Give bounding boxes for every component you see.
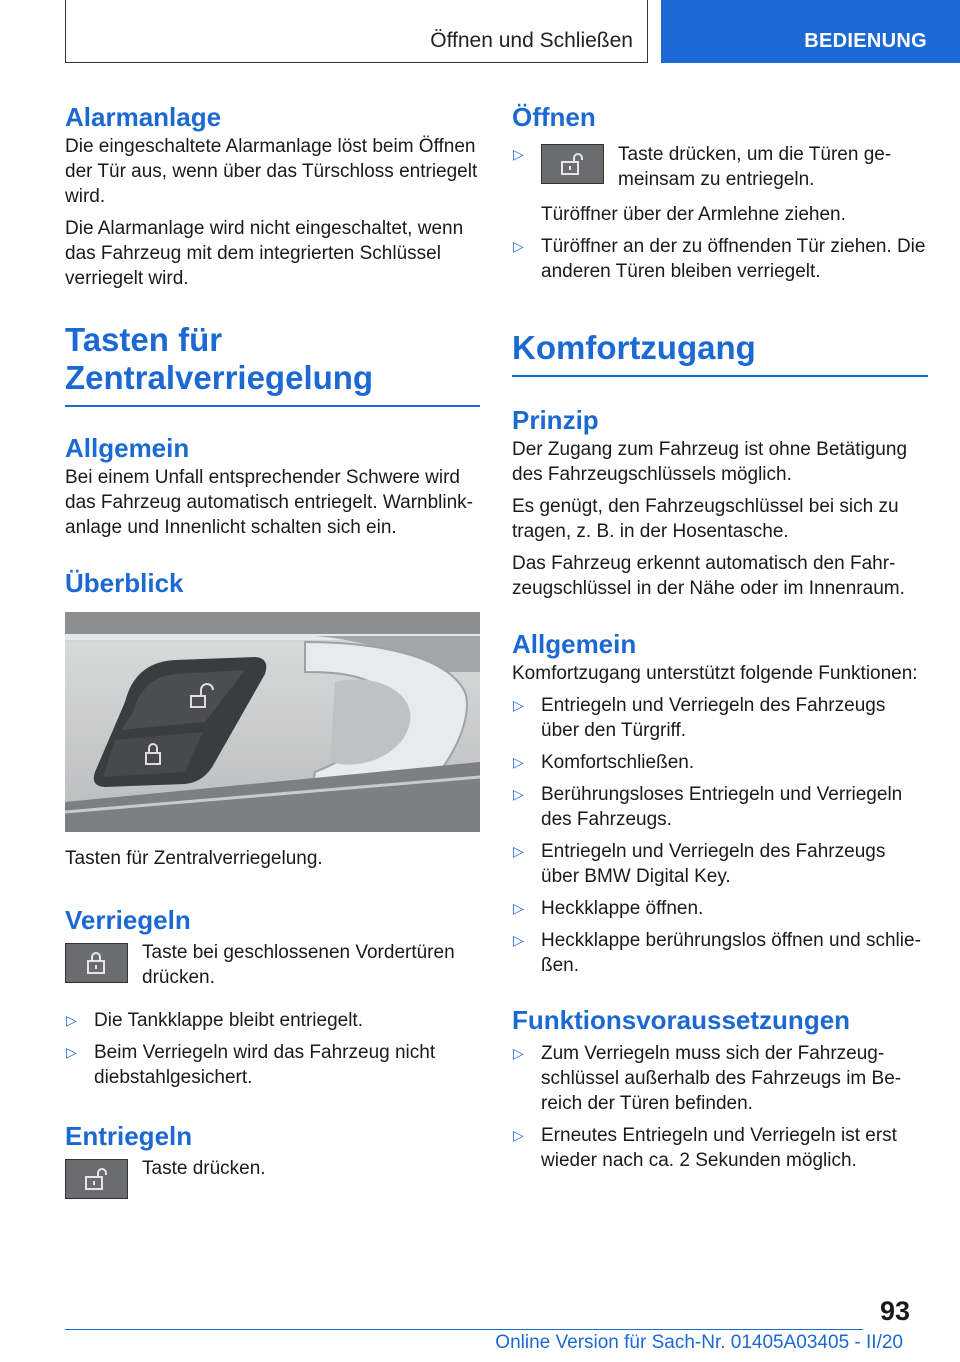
section-title: Öffnen und Schließen [430, 29, 633, 52]
komfort-functions-list [512, 693, 928, 978]
heading-entriegeln: Entriegeln [65, 1121, 193, 1151]
door-panel-illustration [65, 612, 480, 832]
list-item: ▷ Die Tankklappe bleibt entriegelt. [66, 1010, 363, 1031]
verriegeln-text: Taste bei geschlossenen Vordertüren drücken. [142, 942, 455, 988]
right-column [512, 100, 928, 1180]
heading-funktionsvoraussetzungen: Funktionsvoraussetzungen [512, 1005, 851, 1035]
heading-prinzip: Prinzip [512, 405, 599, 435]
door-panel-photo [65, 612, 480, 832]
triangle-bullet-icon: ▷ [513, 932, 524, 948]
triangle-bullet-icon: ▷ [513, 754, 524, 770]
funktion-list [512, 1041, 928, 1173]
list-item: ▷ Heckklappe öffnen. [513, 898, 704, 919]
heading-tasten-zentralverriegelung [65, 321, 480, 407]
heading-ueberblick: Überblick [65, 568, 184, 598]
heading-allgemein-right: Allgemein [512, 629, 637, 659]
running-header-chapter [661, 0, 960, 63]
triangle-bullet-icon: ▷ [513, 146, 524, 162]
allgemein-paragraph: Bei einem Unfall entsprechender Schwere wird das Fahrzeug automatisch entriegelt. Warnblinkanlage und Innenlicht schalten sich ein. [65, 467, 473, 538]
triangle-bullet-icon: ▷ [66, 1012, 77, 1028]
heading-verriegeln: Verriegeln [65, 905, 191, 935]
prinzip-paragraph-3: Das Fahrzeug erkennt automatisch den Fahrzeugschlüssel in der Nähe oder im Innenraum. [512, 553, 905, 599]
chapter-title: BEDIENUNG [804, 30, 927, 52]
verriegeln-row [65, 943, 480, 990]
alarm-paragraph-1: Die eingeschaltete Alarmanlage löst beim Öffnen der Tür aus, wenn über das Türschloss entriegelt wird. [65, 136, 478, 207]
entriegeln-row [65, 1159, 480, 1199]
oeffnen-item-text: Taste drücken, um die Türen gemeinsam zu entriegeln. [618, 144, 892, 190]
triangle-bullet-icon: ▷ [513, 238, 524, 254]
footer-divider [65, 1329, 863, 1330]
list-item: ▷ Erneutes Entriegeln und Verriegeln ist erst wieder nach ca. 2 Sekunden möglich. [513, 1125, 897, 1171]
heading-allgemein: Allgemein [65, 433, 190, 463]
list-item [512, 142, 928, 227]
running-header-section [65, 0, 648, 63]
triangle-bullet-icon: ▷ [513, 1127, 524, 1143]
unlock-button-icon [541, 144, 604, 184]
list-item: ▷ Entriegeln und Verriegeln des Fahrzeugs über BMW Digital Key. [513, 841, 886, 887]
page-number: 93 [880, 1296, 911, 1326]
triangle-bullet-icon: ▷ [513, 843, 524, 859]
heading-line-1: Tasten für [65, 321, 223, 358]
heading-komfortzugang: Komfortzugang [512, 329, 928, 377]
heading-oeffnen: Öffnen [512, 102, 596, 132]
triangle-bullet-icon: ▷ [513, 786, 524, 802]
allgemein-right-paragraph: Komfortzugang unterstützt folgende Funktionen: [512, 663, 918, 684]
triangle-bullet-icon: ▷ [513, 900, 524, 916]
unlock-button-icon [65, 1159, 128, 1199]
entriegeln-text: Taste drücken. [142, 1158, 266, 1179]
list-item: ▷ Heckklappe berührungslos öffnen und schließen. [513, 930, 921, 976]
list-item: ▷ Berührungsloses Entriegeln und Verriegeln des Fahrzeugs. [513, 784, 903, 830]
oeffnen-list [512, 142, 928, 284]
alarm-paragraph-2: Die Alarmanlage wird nicht eingeschaltet, wenn das Fahrzeug mit dem integrierten Schlüssel verriegelt wird. [65, 218, 464, 289]
online-version-text: Online Version für Sach-Nr. 01405A03405 - II/20 [495, 1332, 903, 1353]
prinzip-paragraph-1: Der Zugang zum Fahrzeug ist ohne Betätigung des Fahrzeugschlüssels möglich. [512, 439, 908, 485]
list-item: ▷ Beim Verriegeln wird das Fahrzeug nicht diebstahlgesichert. [66, 1042, 436, 1088]
list-item: ▷ Zum Verriegeln muss sich der Fahrzeugschlüssel außerhalb des Fahrzeugs im Bereich der Türen befinden. [513, 1043, 902, 1114]
list-item: ▷ Türöffner an der zu öffnenden Tür ziehen. Die anderen Türen bleiben verriegelt. [513, 236, 926, 282]
photo-caption: Tasten für Zentralverriegelung. [65, 848, 323, 869]
lock-button-icon [65, 943, 128, 983]
heading-line-2: Zentralverriegelung [65, 359, 374, 396]
heading-alarmanlage: Alarmanlage [65, 102, 222, 132]
prinzip-paragraph-2: Es genügt, den Fahrzeugschlüssel bei sich zu tragen, z. B. in der Hosentasche. [512, 496, 899, 542]
list-item: ▷ Komfortschließen. [513, 752, 695, 773]
triangle-bullet-icon: ▷ [513, 1045, 524, 1061]
left-column [65, 100, 480, 1199]
triangle-bullet-icon: ▷ [66, 1044, 77, 1060]
oeffnen-item-subtext: Türöffner über der Armlehne ziehen. [541, 204, 846, 225]
verriegeln-list [65, 1008, 480, 1090]
triangle-bullet-icon: ▷ [513, 697, 524, 713]
list-item: ▷ Entriegeln und Verriegeln des Fahrzeugs über den Türgriff. [513, 695, 886, 741]
